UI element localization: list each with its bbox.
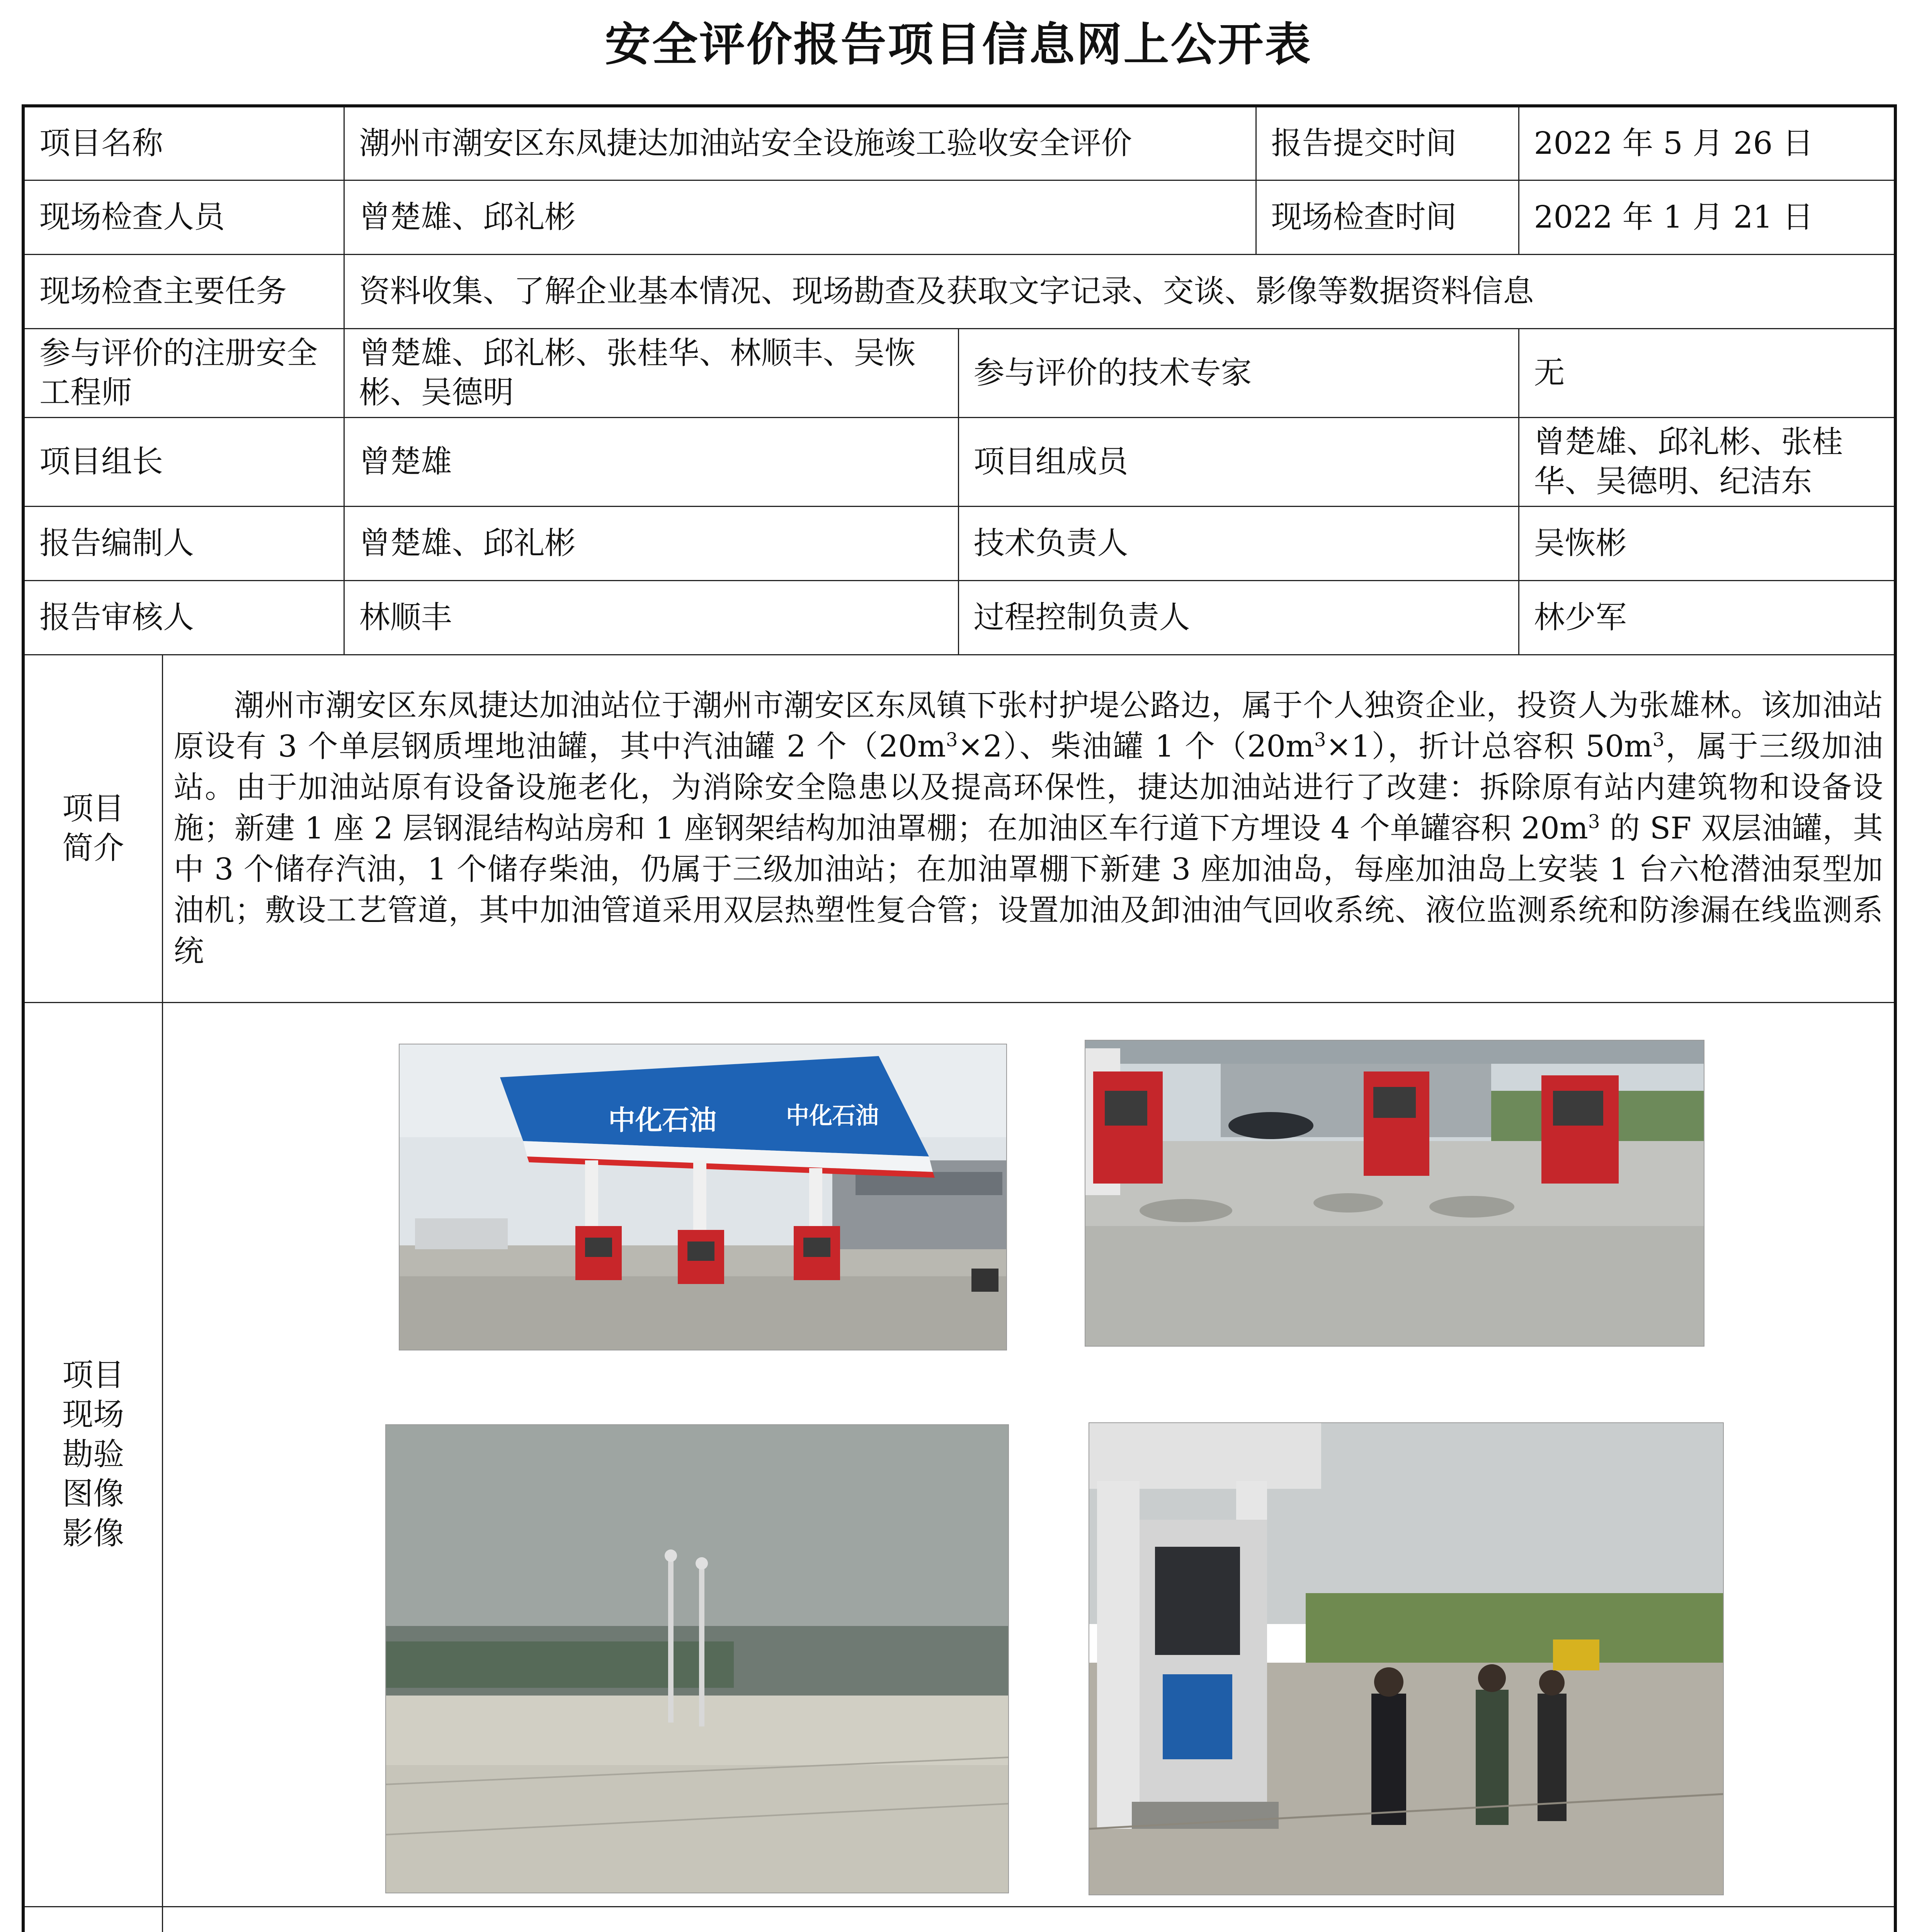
row-main-task	[23, 254, 1895, 328]
report-pages-label	[23, 1906, 162, 1932]
photo-canopy-overview	[399, 1044, 1007, 1350]
submit-time-value: 2022 年 5 月 26 日	[1519, 106, 1895, 180]
inspection-time-label: 现场检查时间	[1256, 180, 1519, 254]
submit-time-label: 报告提交时间	[1256, 106, 1519, 180]
project-name-label: 项目名称	[23, 106, 344, 180]
photo-tank-area	[385, 1424, 1009, 1893]
inspectors-value: 曾楚雄、邱礼彬	[344, 180, 1256, 254]
row-inspectors	[23, 180, 1895, 254]
author-value: 曾楚雄、邱礼彬	[344, 506, 958, 580]
members-value: 曾楚雄、邱礼彬、张桂华、吴德明、纪洁东	[1519, 417, 1895, 506]
inspection-time-value: 2022 年 1 月 21 日	[1519, 180, 1895, 254]
site-photos-label: 项目 现场 勘验 图像 影像	[23, 1002, 162, 1906]
svg-text:中化石油: 中化石油	[786, 1102, 879, 1129]
process-lead-label: 过程控制负责人	[958, 580, 1519, 655]
page-title: 安全评价报告项目信息网上公开表	[605, 17, 1312, 71]
row-intro	[23, 655, 1895, 1002]
experts-value: 无	[1519, 328, 1895, 417]
row-author	[23, 506, 1895, 580]
experts-label: 参与评价的技术专家	[958, 328, 1519, 417]
row-site-photos	[23, 1002, 1895, 1906]
photo-inspection	[1089, 1422, 1724, 1895]
svg-text:中化石油: 中化石油	[608, 1104, 716, 1136]
process-lead-value: 林少军	[1519, 580, 1895, 655]
leader-label: 项目组长	[23, 417, 344, 506]
row-project-name	[23, 106, 1895, 180]
row-reviewer	[23, 580, 1895, 655]
reviewer-label: 报告审核人	[23, 580, 344, 655]
project-name-value: 潮州市潮安区东凤捷达加油站安全设施竣工验收安全评价	[344, 106, 1256, 180]
tech-lead-label: 技术负责人	[958, 506, 1519, 580]
tank-area-image	[386, 1425, 1008, 1893]
forecourt-image	[1085, 1041, 1704, 1346]
row-leader	[23, 417, 1895, 506]
report-pages-area	[162, 1906, 1895, 1932]
inspection-image	[1089, 1423, 1723, 1895]
engineers-value: 曾楚雄、邱礼彬、张桂华、林顺丰、吴恢彬、吴德明	[344, 328, 958, 417]
tech-lead-value: 吴恢彬	[1519, 506, 1895, 580]
author-label: 报告编制人	[23, 506, 344, 580]
intro-text: 潮州市潮安区东凤捷达加油站位于潮州市潮安区东凤镇下张村护堤公路边，属于个人独资企业，投资人为张雄林。该加油站原设有 3 个单层钢质埋地油罐，其中汽油罐 2 个$(20m^3\times 2)$、柴油罐 1 个$(20m^3\times 1)$，折计总容积 $50m^3$，属于三级加油站。由于加油站原有设备设施老化，为消除安全隐患以及提高环保性，捷达加油站进行了改建：拆除原有站内建筑物和设备设施；新建 1 座 2 层钢混结构站房和 1 座钢架结构加油罩棚；在加油区车行道下方埋设 4 个单罐容积 $20m^3$ 的 SF 双层油罐，其中 3 个储存汽油，1 个储存柴油，仍属于三级加油站；在加油罩棚下新建 3 座加油岛，每座加油岛上安装 1 台六枪潜油泵型加油机；敷设工艺管道，其中加油管道采用双层热塑性复合管；设置加油及卸油油气回收系统、液位监测系统和防渗漏在线监测系统	[162, 655, 1895, 1002]
inspectors-label: 现场检查人员	[23, 180, 344, 254]
reviewer-value: 林顺丰	[344, 580, 958, 655]
site-photos-area	[162, 1002, 1895, 1906]
main-task-label: 现场检查主要任务	[23, 254, 344, 328]
engineers-label: 参与评价的注册安全工程师	[23, 328, 344, 417]
row-report-pages	[23, 1906, 1895, 1932]
photo-forecourt	[1085, 1040, 1704, 1347]
row-engineers	[23, 328, 1895, 417]
info-table	[22, 104, 1897, 1932]
main-task-value: 资料收集、了解企业基本情况、现场勘查及获取文字记录、交谈、影像等数据资料信息	[344, 254, 1895, 328]
canopy-overview-image	[400, 1044, 1006, 1350]
members-label: 项目组成员	[958, 417, 1519, 506]
leader-value: 曾楚雄	[344, 417, 958, 506]
intro-label: 项目 简介	[23, 655, 162, 1002]
